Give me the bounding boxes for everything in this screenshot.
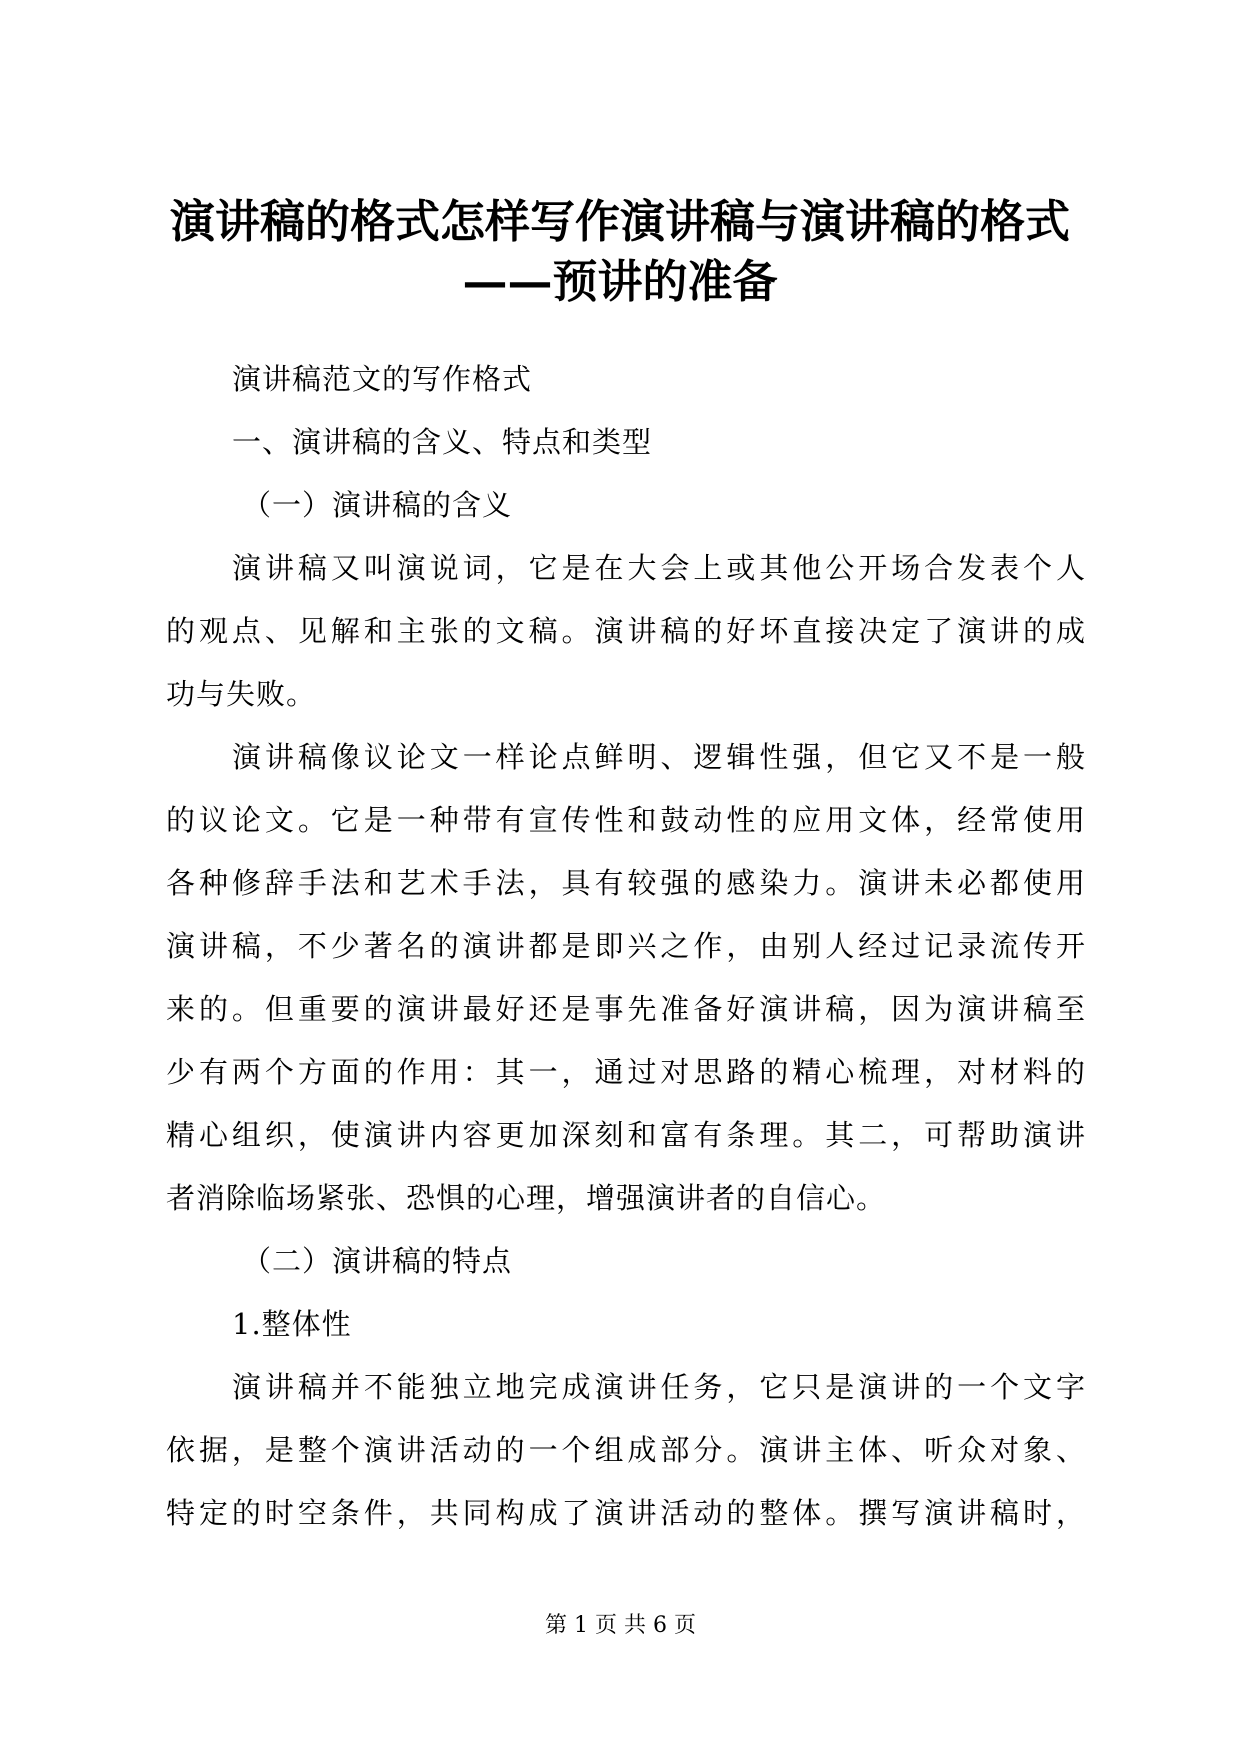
paragraph-line: 演讲稿并不能独立地完成演讲任务，它只是演讲的一个文字 — [232, 1370, 1086, 1404]
paragraph-line: 来的。但重要的演讲最好还是事先准备好演讲稿，因为演讲稿至 — [166, 992, 1086, 1026]
section-heading: 一、演讲稿的含义、特点和类型 — [232, 425, 653, 459]
section-heading: 演讲稿范文的写作格式 — [232, 362, 533, 396]
paragraph-line: 功与失败。 — [166, 677, 317, 711]
paragraph-line: 的议论文。它是一种带有宣传性和鼓动性的应用文体，经常使用 — [166, 803, 1086, 837]
paragraph-line: 者消除临场紧张、恐惧的心理，增强演讲者的自信心。 — [166, 1181, 887, 1215]
paragraph-line: 演讲稿又叫演说词，它是在大会上或其他公开场合发表个人 — [232, 551, 1086, 585]
paragraph-line: 精心组织，使演讲内容更加深刻和富有条理。其二，可帮助演讲 — [166, 1118, 1086, 1152]
document-body — [166, 348, 1086, 1545]
paragraph-line: 演讲稿像议论文一样论点鲜明、逻辑性强，但它又不是一般 — [232, 740, 1086, 774]
paragraph-line: 的观点、见解和主张的文稿。演讲稿的好坏直接决定了演讲的成 — [166, 614, 1086, 648]
paragraph-line: 特定的时空条件，共同构成了演讲活动的整体。撰写演讲稿时， — [166, 1496, 1086, 1530]
page-footer: 第 1 页 共 6 页 — [545, 1613, 696, 1638]
paragraph-line: 各种修辞手法和艺术手法，具有较强的感染力。演讲未必都使用 — [166, 866, 1086, 900]
paragraph-line: 演讲稿，不少著名的演讲都是即兴之作，由别人经过记录流传开 — [166, 929, 1086, 963]
item-heading: 1.整体性 — [232, 1307, 352, 1341]
document-title-line-1: 演讲稿的格式怎样写作演讲稿与演讲稿的格式 — [169, 195, 1070, 248]
document-title-line-2: ——预讲的准备 — [462, 255, 778, 308]
paragraph-line: 依据，是整个演讲活动的一个组成部分。演讲主体、听众对象、 — [166, 1433, 1086, 1467]
subsection-heading: （一）演讲稿的含义 — [242, 488, 513, 522]
subsection-heading: （二）演讲稿的特点 — [242, 1244, 513, 1278]
paragraph-line: 少有两个方面的作用：其一，通过对思路的精心梳理，对材料的 — [166, 1055, 1086, 1089]
